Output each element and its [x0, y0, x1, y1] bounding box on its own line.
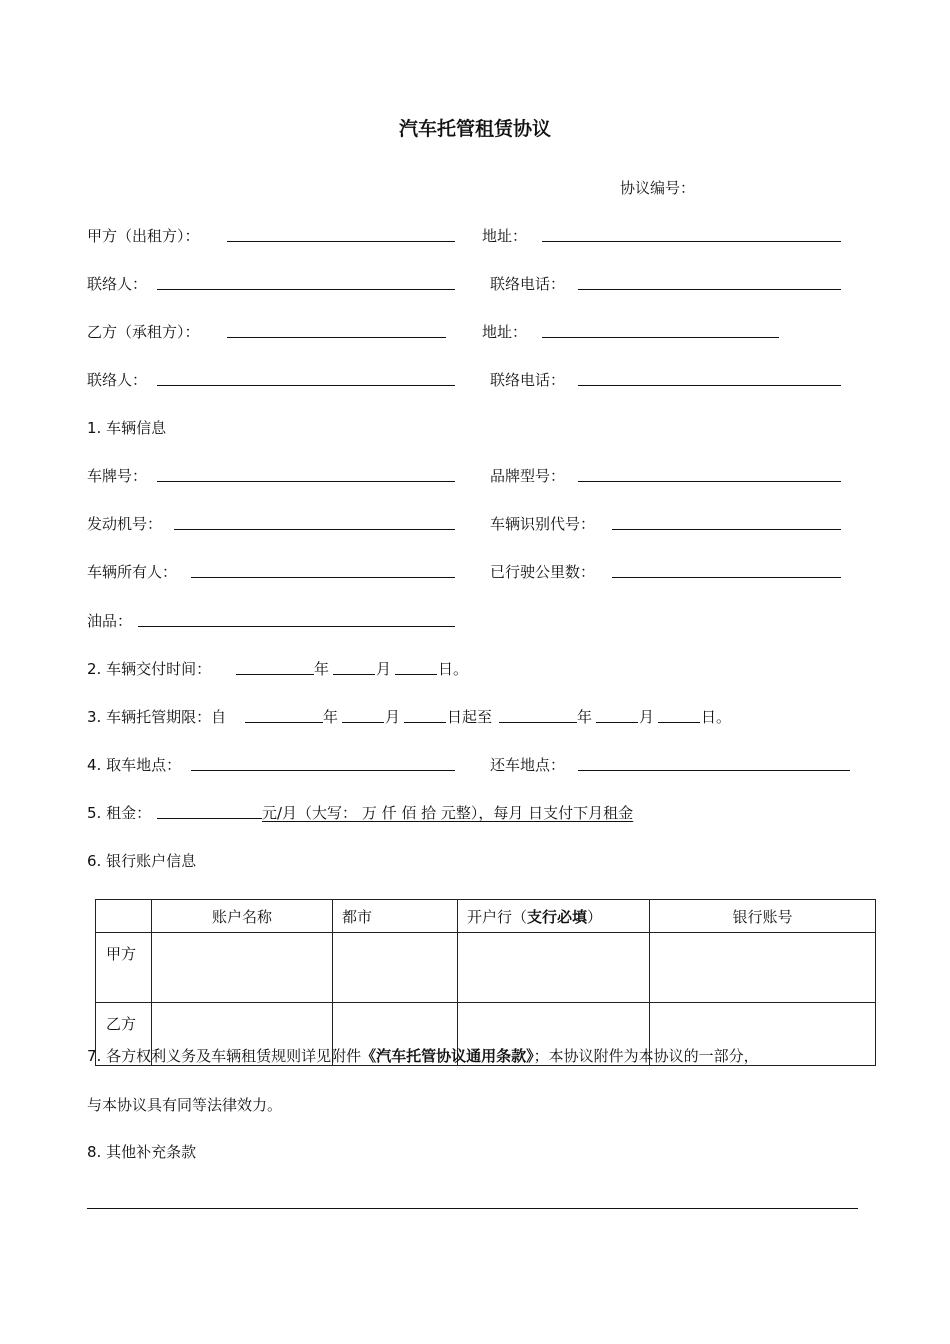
engine-field[interactable]	[174, 529, 455, 530]
term-end-day-unit: 日。	[701, 708, 732, 726]
account-number-header: 银行账号	[650, 900, 876, 933]
rent-terms-text: 元/月（大写： 万 仟 佰 拾 元整），每月 日支付下月租金	[262, 804, 634, 822]
section-6-heading: 6. 银行账户信息	[87, 852, 197, 870]
delivery-month-unit: 月	[376, 660, 392, 678]
mileage-label: 已行驶公里数：	[490, 563, 596, 581]
vin-field[interactable]	[612, 529, 841, 530]
party-b-phone-field[interactable]	[578, 385, 841, 386]
party-a-account-number-cell[interactable]	[650, 933, 876, 1003]
term-start-month-field[interactable]	[342, 722, 384, 723]
bank-branch-header: 开户行（支行必填）	[458, 900, 650, 933]
pickup-location-label: 4. 取车地点：	[87, 756, 182, 774]
term-end-month-field[interactable]	[596, 722, 638, 723]
term-start-day-unit: 日起至	[447, 708, 493, 726]
owner-label: 车辆所有人：	[87, 563, 178, 581]
engine-label: 发动机号：	[87, 515, 163, 533]
term-end-month-unit: 月	[639, 708, 655, 726]
party-a-address-field[interactable]	[542, 241, 841, 242]
row-label-party-a: 甲方	[96, 933, 152, 1003]
term-end-year-unit: 年	[577, 708, 593, 726]
delivery-day-unit: 日。	[438, 660, 469, 678]
term-label: 3. 车辆托管期限：自	[87, 708, 227, 726]
fuel-label: 油品：	[87, 612, 133, 630]
plate-field[interactable]	[157, 481, 455, 482]
party-b-address-field[interactable]	[542, 337, 779, 338]
term-start-year-field[interactable]	[245, 722, 323, 723]
rent-amount-field[interactable]	[157, 818, 262, 819]
agreement-number-label: 协议编号：	[620, 179, 696, 197]
delivery-day-field[interactable]	[395, 674, 437, 675]
party-b-label: 乙方（承租方）：	[87, 323, 200, 341]
section-7-line-2: 与本协议具有同等法律效力。	[87, 1096, 283, 1114]
table-corner-cell	[96, 900, 152, 933]
delivery-month-field[interactable]	[333, 674, 375, 675]
party-a-account-name-cell[interactable]	[152, 933, 333, 1003]
party-a-phone-field[interactable]	[578, 289, 841, 290]
owner-field[interactable]	[191, 577, 455, 578]
party-b-name-field[interactable]	[227, 337, 446, 338]
party-a-city-cell[interactable]	[333, 933, 458, 1003]
section-8-heading: 8. 其他补充条款	[87, 1143, 197, 1161]
brand-label: 品牌型号：	[490, 467, 566, 485]
party-a-label: 甲方（出租方）：	[87, 227, 200, 245]
party-a-contact-field[interactable]	[157, 289, 455, 290]
term-end-year-field[interactable]	[499, 722, 577, 723]
term-start-day-field[interactable]	[404, 722, 446, 723]
row-label-party-b: 乙方	[96, 1003, 152, 1066]
party-a-contact-label: 联络人：	[87, 275, 148, 293]
party-b-address-label: 地址：	[482, 323, 528, 341]
plate-label: 车牌号：	[87, 467, 148, 485]
section-1-heading: 1. 车辆信息	[87, 419, 167, 437]
party-b-contact-field[interactable]	[157, 385, 455, 386]
term-start-year-unit: 年	[323, 708, 339, 726]
term-end-day-field[interactable]	[658, 722, 700, 723]
party-b-contact-label: 联络人：	[87, 371, 148, 389]
bank-account-table	[95, 899, 876, 1066]
account-name-header: 账户名称	[152, 900, 333, 933]
section-7-line-1: 7. 各方权利义务及车辆租赁规则详见附件《汽车托管协议通用条款》；本协议附件为本协议的一部分，	[87, 1047, 759, 1065]
rent-label: 5. 租金：	[87, 804, 152, 822]
delivery-year-unit: 年	[314, 660, 330, 678]
mileage-field[interactable]	[612, 577, 841, 578]
delivery-time-label: 2. 车辆交付时间：	[87, 660, 212, 678]
party-a-address-label: 地址：	[482, 227, 528, 245]
document-title: 汽车托管租赁协议	[398, 118, 551, 140]
vin-label: 车辆识别代号：	[490, 515, 596, 533]
fuel-field[interactable]	[138, 626, 455, 627]
return-location-field[interactable]	[578, 770, 850, 771]
party-b-phone-label: 联络电话：	[490, 371, 566, 389]
delivery-year-field[interactable]	[236, 674, 314, 675]
party-a-phone-label: 联络电话：	[490, 275, 566, 293]
supplementary-terms-field[interactable]	[87, 1208, 858, 1209]
return-location-label: 还车地点：	[490, 756, 566, 774]
party-a-name-field[interactable]	[227, 241, 455, 242]
term-start-month-unit: 月	[385, 708, 401, 726]
brand-field[interactable]	[578, 481, 841, 482]
pickup-location-field[interactable]	[191, 770, 455, 771]
city-header: 都市	[333, 900, 458, 933]
party-a-bank-cell[interactable]	[458, 933, 650, 1003]
table-row	[96, 933, 876, 1003]
